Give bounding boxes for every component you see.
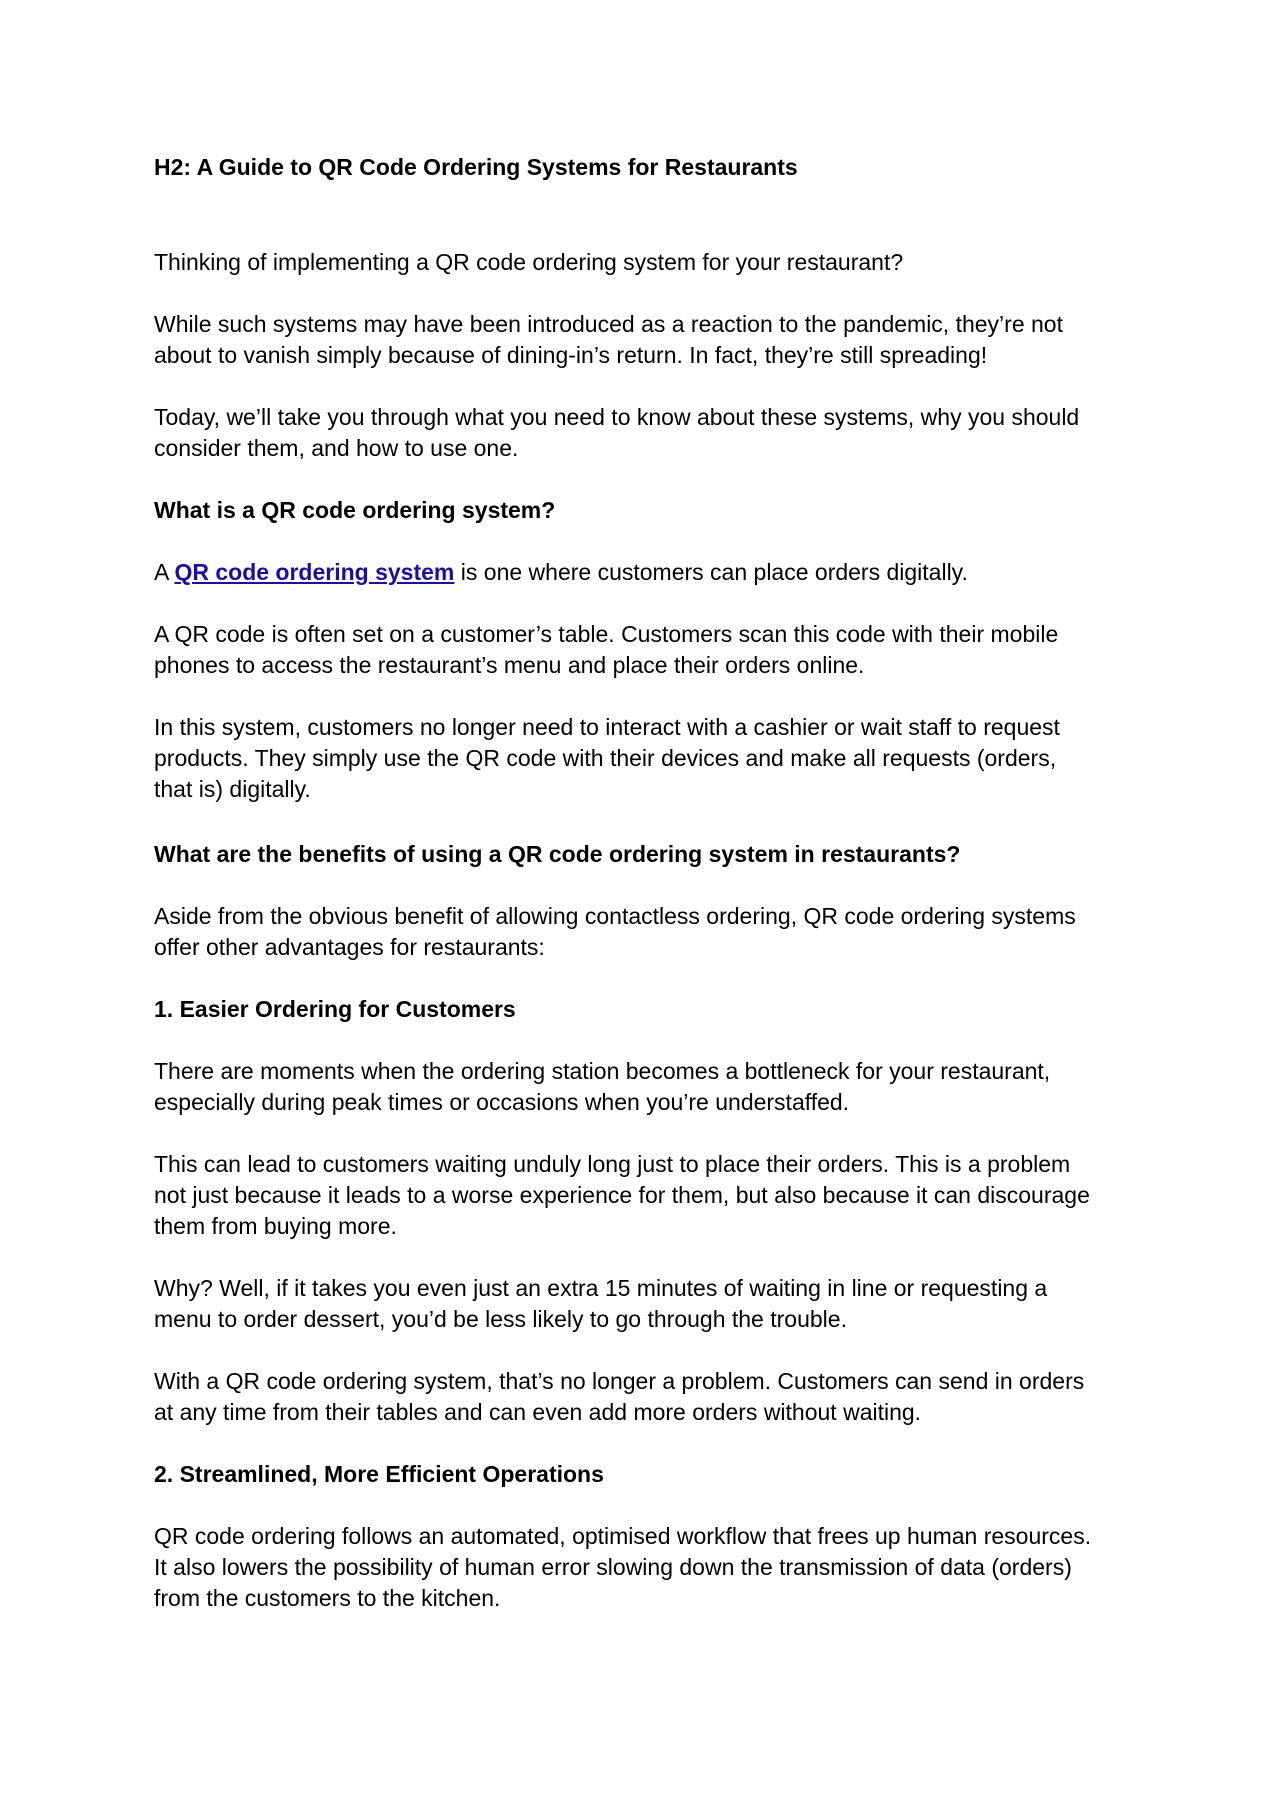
paragraph-line: at any time from their tables and can even add more orders without waiting. — [154, 1399, 922, 1425]
intro-paragraph-1: Thinking of implementing a QR code ordering system for your restaurant? — [154, 249, 904, 275]
paragraph-line: them from buying more. — [154, 1213, 397, 1239]
paragraph-line: It also lowers the possibility of human error slowing down the transmission of data (orders) — [154, 1554, 1072, 1580]
paragraph-line: not just because it leads to a worse experience for them, but also because it can discourage — [154, 1182, 1090, 1208]
paragraph-line: consider them, and how to use one. — [154, 435, 519, 461]
paragraph-line: This can lead to customers waiting unduly long just to place their orders. This is a problem — [154, 1151, 1071, 1177]
paragraph-line: from the customers to the kitchen. — [154, 1585, 501, 1611]
section-heading-what: What is a QR code ordering system? — [154, 497, 556, 523]
paragraph-line: A QR code is often set on a customer’s table. Customers scan this code with their mobile — [154, 621, 1059, 647]
intro-paragraph-3 — [154, 402, 1129, 464]
paragraph-line: QR code ordering follows an automated, optimised workflow that frees up human resources. — [154, 1523, 1092, 1549]
what-paragraph-2 — [154, 619, 1129, 681]
document-title: H2: A Guide to QR Code Ordering Systems for Restaurants — [154, 154, 798, 180]
paragraph-line: While such systems may have been introduced as a reaction to the pandemic, they’re not — [154, 311, 1063, 337]
paragraph-line: Aside from the obvious benefit of allowing contactless ordering, QR code ordering systems — [154, 903, 1076, 929]
paragraph-line: Today, we’ll take you through what you need to know about these systems, why you should — [154, 404, 1080, 430]
paragraph-line: products. They simply use the QR code with their devices and make all requests (orders, — [154, 745, 1057, 771]
paragraph-line: With a QR code ordering system, that’s no longer a problem. Customers can send in orders — [154, 1368, 1085, 1394]
paragraph-line: offer other advantages for restaurants: — [154, 934, 545, 960]
paragraph-text: A — [154, 559, 175, 585]
benefit-2-paragraph-1 — [154, 1521, 1129, 1614]
paragraph-line: There are moments when the ordering station becomes a bottleneck for your restaurant, — [154, 1058, 1051, 1084]
benefit-1-paragraph-2 — [154, 1149, 1129, 1242]
paragraph-line: phones to access the restaurant’s menu and place their orders online. — [154, 652, 865, 678]
what-paragraph-3 — [154, 712, 1129, 805]
qr-code-ordering-system-link[interactable]: QR code ordering system — [174, 559, 455, 585]
paragraph-line: In this system, customers no longer need to interact with a cashier or wait staff to request — [154, 714, 1060, 740]
benefit-1-paragraph-4 — [154, 1366, 1129, 1428]
intro-paragraph-2 — [154, 309, 1129, 371]
paragraph-line: about to vanish simply because of dining-in’s return. In fact, they’re still spreading! — [154, 342, 988, 368]
paragraph-line: menu to order dessert, you’d be less likely to go through the trouble. — [154, 1306, 847, 1332]
what-paragraph-1 — [154, 557, 1129, 588]
benefits-paragraph-1 — [154, 901, 1129, 963]
paragraph-line: that is) digitally. — [154, 776, 311, 802]
paragraph-line: Why? Well, if it takes you even just an extra 15 minutes of waiting in line or requesting a — [154, 1275, 1048, 1301]
benefit-1-paragraph-1 — [154, 1056, 1129, 1118]
paragraph-line: especially during peak times or occasions when you’re understaffed. — [154, 1089, 850, 1115]
benefit-1-paragraph-3 — [154, 1273, 1129, 1335]
benefit-1-heading: 1. Easier Ordering for Customers — [154, 996, 516, 1022]
benefit-2-heading: 2. Streamlined, More Efficient Operations — [154, 1461, 604, 1487]
paragraph-text: is one where customers can place orders digitally. — [454, 559, 968, 585]
section-heading-benefits: What are the benefits of using a QR code ordering system in restaurants? — [154, 841, 961, 867]
